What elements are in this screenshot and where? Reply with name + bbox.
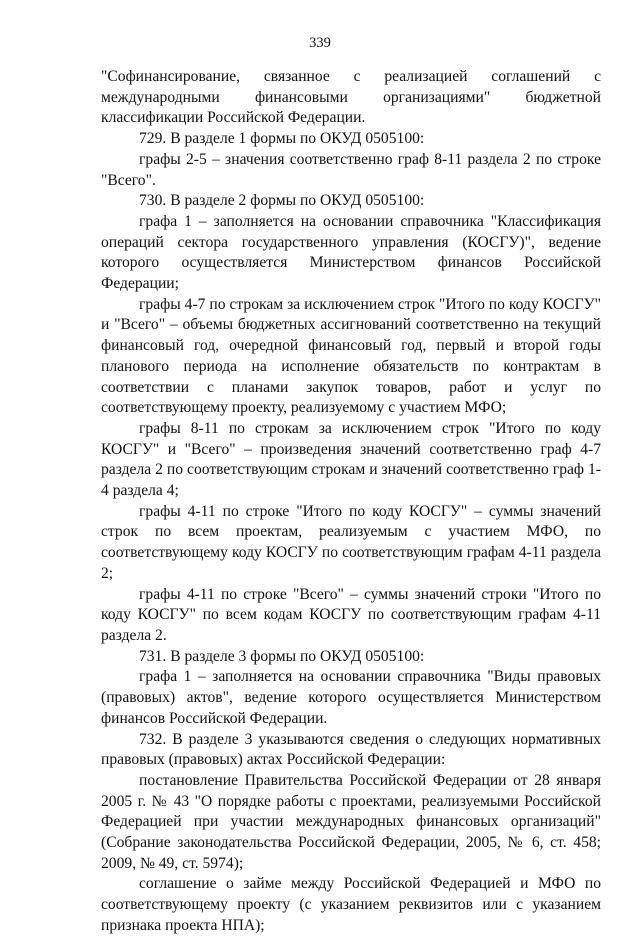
paragraph-730-total-by-kosgu: графы 4-11 по строке "Итого по коду КОСГУ" – суммы значений строк по всем проектам, реализуемым с участием МФО, по соответствующему коду КОСГУ по соответствующим графам 4-11 раздела 2; [101,502,601,582]
document-body [101,67,601,937]
paragraph-kosgu-cofinancing: "Софинансирование, связанное с реализацией соглашений с международными финансовыми организациями" бюджетной классификации Российской Федерации. [101,68,601,127]
page-number: 339 [309,35,331,51]
paragraph-730-heading: 730. В разделе 2 формы по ОКУД 0505100: [139,192,425,210]
paragraph-730-grand-total: графы 4-11 по строке "Всего" – суммы значений строки "Итого по коду КОСГУ" по всем кодам КОСГУ по соответствующим графам 4-11 раздела 2. [101,585,601,644]
paragraph-732-loan-agreement: соглашение о займе между Российской Федерацией и МФО по соответствующему проекту (с указанием реквизитов или с указанием признака проекта НПА); [101,875,601,934]
paragraph-729-columns: графы 2-5 – значения соответственно граф 8-11 раздела 2 по строке "Всего". [101,150,601,189]
paragraph-731-column-1: графа 1 – заполняется на основании справочника "Виды правовых (правовых) актов", ведение которого осуществляется Министерством финансов Российской Федерации. [101,668,601,727]
paragraph-729-heading: 729. В разделе 1 формы по ОКУД 0505100: [139,130,425,148]
paragraph-730-column-1: графа 1 – заполняется на основании справочника "Классификация операций сектора государственного управления (КОСГУ)", ведение которого осуществляется Министерством финансов Российской Федерации; [101,212,601,293]
paragraph-730-columns-8-11: графы 8-11 по строкам за исключением строк "Итого по коду КОСГУ" и "Всего" – произведения значений соответственно граф 4-7 раздела 2 по соответствующим строкам и значений соответственно граф 1-4 раздела 4; [101,419,601,500]
paragraph-732-resolution: постановление Правительства Российской Федерации от 28 января 2005 г. № 43 "О порядке работы с проектами, реализуемыми Российской Федерацией при участии международных финансовых организаций" (Собрание законодательства Российской Федерации, 2005, № 6, ст. 458; 2009, № 49, ст. 5974); [101,771,601,872]
paragraph-731-heading: 731. В разделе 3 формы по ОКУД 0505100: [139,647,425,665]
paragraph-730-columns-4-7: графы 4-7 по строкам за исключением строк "Итого по коду КОСГУ" и "Всего" – объемы бюджетных ассигнований соответственно на текущий финансовый год, очередной финансовый год, первый и второй годы планового периода на исполнение обязательств по контрактам в соответствии с планами закупок товаров, работ и услуг по соответствующему проекту, реализуемому с участием МФО; [101,295,601,417]
paragraph-732-heading: 732. В разделе 3 указываются сведения о следующих нормативных правовых (правовых) актах Российской Федерации: [101,730,601,769]
